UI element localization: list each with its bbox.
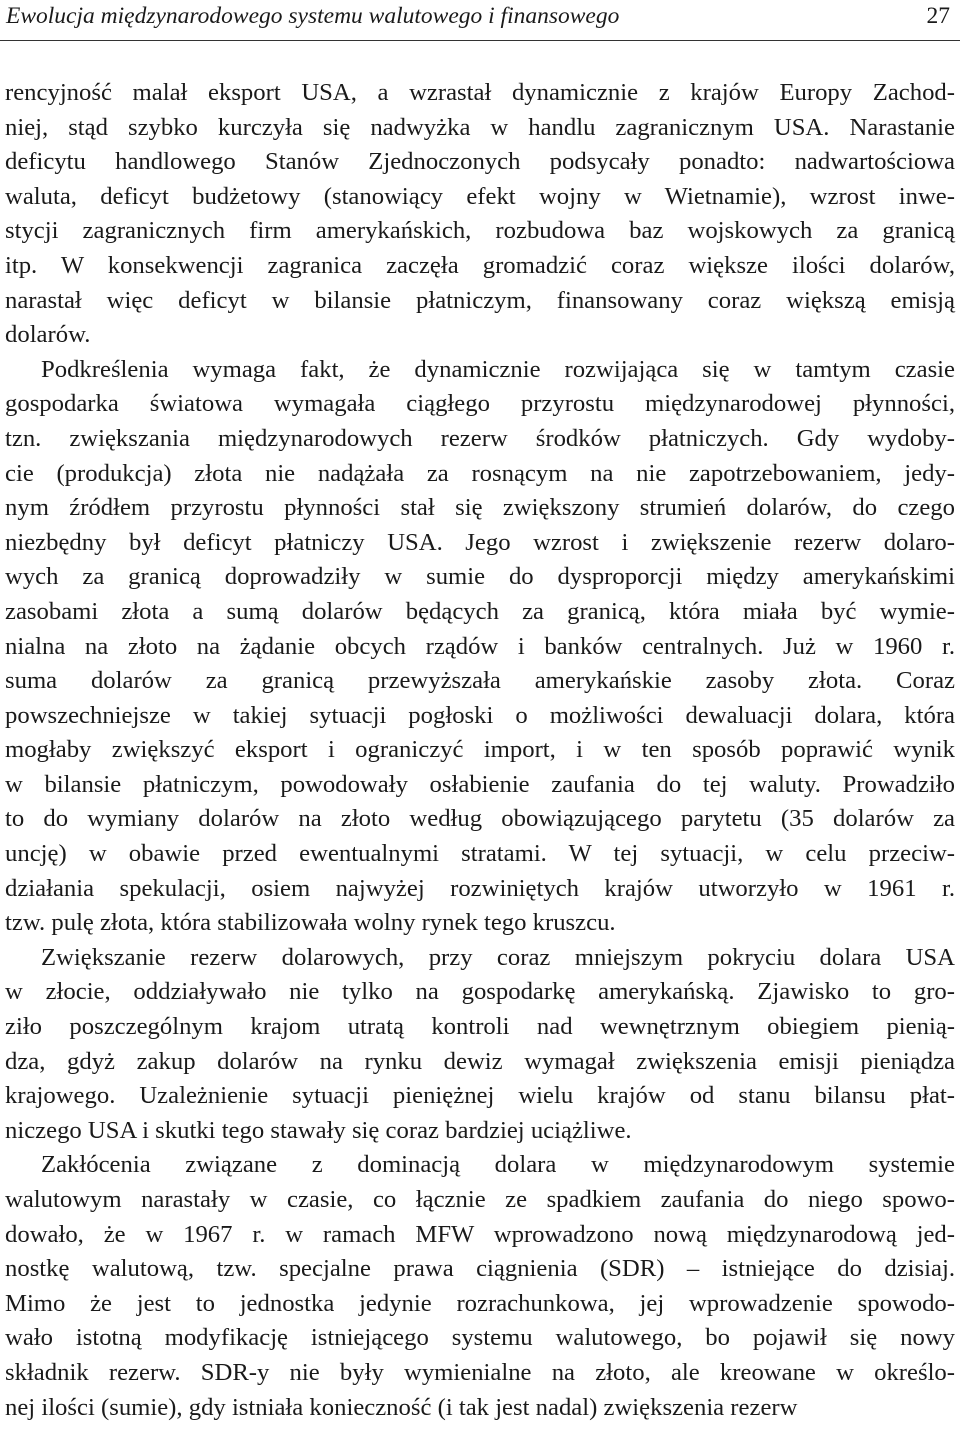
running-title: Ewolucja międzynarodowego systemu walutowego i finansowego bbox=[6, 3, 620, 29]
paragraph bbox=[5, 941, 955, 1149]
text-line: powszechniejsze w takiej sytuacji pogłoski o możliwości dewaluacji dolara, która bbox=[5, 701, 955, 729]
paragraph bbox=[5, 1148, 955, 1425]
text-line: narastał więc deficyt w bilansie płatniczym, finansowany coraz większą emisją bbox=[5, 286, 955, 314]
paragraph bbox=[5, 353, 955, 941]
text-line: nostkę walutową, tzw. specjalne prawa ciągnienia (SDR) – istniejące do dzisiaj. bbox=[5, 1255, 955, 1283]
text-line: dowało, że w 1967 r. w ramach MFW wprowadzono nową międzynarodową jed- bbox=[5, 1220, 955, 1248]
text-line: stycji zagranicznych firm amerykańskich, rozbudowa baz wojskowych za granicą bbox=[5, 217, 955, 245]
text-line: tzn. zwiększania międzynarodowych rezerw środków płatniczych. Gdy wydoby- bbox=[5, 424, 955, 452]
header-rule bbox=[0, 40, 960, 41]
text-line: Mimo że jest to jednostka jedynie rozrachunkowa, jej wprowadzenie spowodo- bbox=[5, 1289, 955, 1317]
text-line: niczego USA i skutki tego stawały się coraz bardziej uciążliwe. bbox=[5, 1116, 632, 1144]
text-line: rencyjność malał eksport USA, a wzrastał dynamicznie z krajów Europy Zachod- bbox=[5, 79, 955, 106]
text-line: gospodarka światowa wymagała ciągłego przyrostu międzynarodowej płynności, bbox=[5, 390, 955, 418]
text-line: nym źródłem przyrostu płynności stał się zwiększony strumień dolarów, do czego bbox=[5, 494, 955, 522]
text-line: tzw. pulę złota, która stabilizowała wolny rynek tego kruszcu. bbox=[5, 909, 616, 937]
page-number: 27 bbox=[926, 3, 950, 29]
text-line: nialna na złoto na żądanie obcych rządów i banków centralnych. Już w 1960 r. bbox=[5, 632, 955, 660]
body-text bbox=[5, 76, 955, 1425]
text-line: wało istotną modyfikację istniejącego systemu walutowego, bo pojawił się nowy bbox=[5, 1324, 955, 1352]
text-line: to do wymiany dolarów na złoto według obowiązującego parytetu (35 dolarów za bbox=[5, 805, 955, 833]
text-line: dza, gdyż zakup dolarów na rynku dewiz wymagał zwiększenia emisji pieniądza bbox=[5, 1047, 955, 1075]
text-line: w złocie, oddziaływało nie tylko na gospodarkę amerykańską. Zjawisko to gro- bbox=[5, 978, 955, 1006]
text-line: uncję) w obawie przed ewentualnymi stratami. W tej sytuacji, w celu przeciw- bbox=[5, 840, 955, 868]
text-line: Podkreślenia wymaga fakt, że dynamicznie rozwijająca się w tamtym czasie bbox=[41, 355, 955, 383]
text-line: zasobami złota a sumą dolarów będących za granicą, która miała być wymie- bbox=[5, 597, 955, 625]
text-line: niezbędny był deficyt płatniczy USA. Jego wzrost i zwiększenie rezerw dolaro- bbox=[5, 528, 955, 556]
text-line: walutowym narastały w czasie, co łącznie ze spadkiem zaufania do niego spowo- bbox=[5, 1186, 955, 1213]
text-line: Zwiększanie rezerw dolarowych, przy coraz mniejszym pokryciu dolara USA bbox=[41, 943, 955, 971]
text-line: działania spekulacji, osiem najwyżej rozwiniętych krajów utworzyło w 1961 r. bbox=[5, 874, 955, 902]
paragraph bbox=[5, 76, 955, 353]
text-line: suma dolarów za granicą przewyższała amerykańskie zasoby złota. Coraz bbox=[5, 667, 955, 695]
text-line: Zakłócenia związane z dominacją dolara w międzynarodowym systemie bbox=[41, 1151, 955, 1179]
text-line: w bilansie płatniczym, powodowały osłabienie zaufania do tej waluty. Prowadziło bbox=[5, 770, 955, 798]
text-line: krajowego. Uzależnienie sytuacji pieniężnej wielu krajów od stanu bilansu płat- bbox=[5, 1082, 955, 1110]
text-line: dolarów. bbox=[5, 321, 91, 349]
text-line: wych za granicą doprowadziły w sumie do dysproporcji między amerykańskimi bbox=[5, 563, 955, 591]
text-line: itp. W konsekwencji zagranica zaczęła gromadzić coraz większe ilości dolarów, bbox=[5, 251, 955, 279]
text-line: deficytu handlowego Stanów Zjednoczonych podsycały ponadto: nadwartościowa bbox=[5, 148, 955, 176]
text-line: waluta, deficyt budżetowy (stanowiący efekt wojny w Wietnamie), wzrost inwe- bbox=[5, 182, 955, 210]
text-line: mogłaby zwiększyć eksport i ograniczyć import, i w ten sposób poprawić wynik bbox=[5, 736, 955, 764]
running-header bbox=[6, 0, 954, 32]
text-line: składnik rezerw. SDR-y nie były wymienialne na złoto, ale kreowane w określo- bbox=[5, 1358, 955, 1386]
text-line: niej, stąd szybko kurczyła się nadwyżka w handlu zagranicznym USA. Narastanie bbox=[5, 113, 955, 141]
text-line: cie (produkcja) złota nie nadążała za rosnącym na nie zapotrzebowaniem, jedy- bbox=[5, 459, 955, 487]
text-line: ziło poszczególnym krajom utratą kontroli nad wewnętrznym obiegiem pienią- bbox=[5, 1013, 955, 1041]
text-line: nej ilości (sumie), gdy istniała konieczność (i tak jest nadal) zwiększenia rezerw bbox=[5, 1393, 798, 1421]
